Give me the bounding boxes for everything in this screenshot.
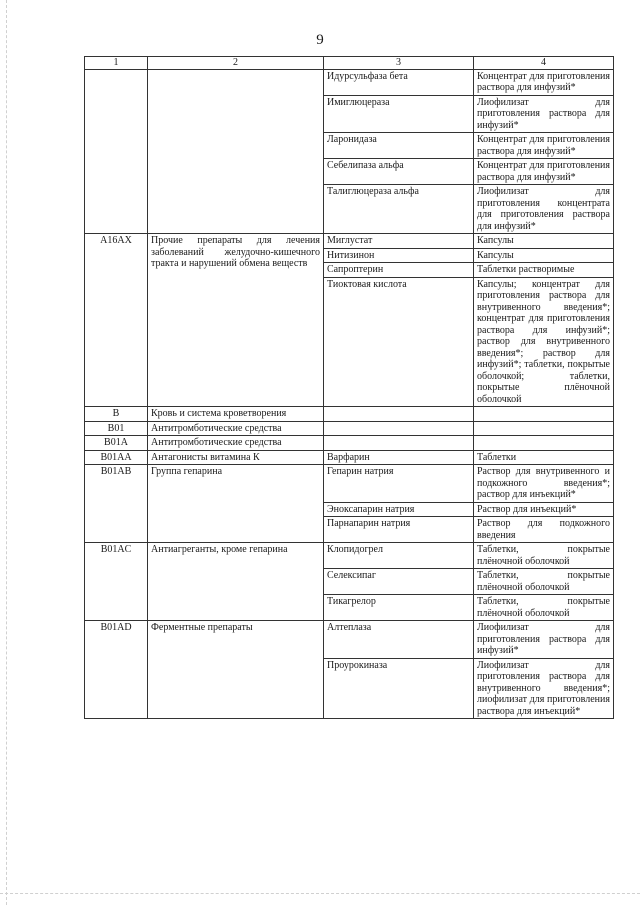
group-name-cell: Антитромботические средства xyxy=(148,436,324,451)
atc-code-cell: B01 xyxy=(85,421,148,436)
dosage-form-cell xyxy=(474,436,614,451)
group-name-cell: Прочие препараты для лечения заболеваний желудочно-кишечного тракта и нарушений обмена веществ xyxy=(148,234,324,407)
dosage-form-cell: Таблетки растворимые xyxy=(474,263,614,278)
drug-name-cell: Талиглюцераза альфа xyxy=(324,185,474,234)
drug-name-cell: Сапроптерин xyxy=(324,263,474,278)
drug-name-cell: Идурсульфаза бета xyxy=(324,69,474,95)
drug-name-cell: Селексипаг xyxy=(324,569,474,595)
drug-name-cell xyxy=(324,436,474,451)
drug-name-cell: Нитизинон xyxy=(324,248,474,263)
drug-name-cell xyxy=(324,407,474,422)
drug-name-cell: Варфарин xyxy=(324,450,474,465)
dosage-form-cell: Концентрат для приготовления раствора для инфузий* xyxy=(474,133,614,159)
dosage-form-cell xyxy=(474,421,614,436)
drug-name-cell: Проурокиназа xyxy=(324,658,474,719)
scan-left-edge xyxy=(6,0,8,905)
dosage-form-cell: Таблетки, покрытые плёночной оболочкой xyxy=(474,543,614,569)
dosage-form-cell: Раствор для инъекций* xyxy=(474,502,614,517)
drug-name-cell: Тикагрелор xyxy=(324,595,474,621)
atc-code-cell: B01AB xyxy=(85,465,148,543)
atc-code-cell xyxy=(85,69,148,234)
table-row xyxy=(85,436,614,451)
dosage-form-cell: Таблетки xyxy=(474,450,614,465)
table-row xyxy=(85,421,614,436)
group-name-cell xyxy=(148,69,324,234)
drug-name-cell: Миглустат xyxy=(324,234,474,249)
table-row xyxy=(85,465,614,503)
header-cell-4: 4 xyxy=(474,57,614,70)
page-number: 9 xyxy=(316,32,324,48)
group-name-cell: Группа гепарина xyxy=(148,465,324,543)
atc-code-cell: B xyxy=(85,407,148,422)
dosage-form-cell: Таблетки, покрытые плёночной оболочкой xyxy=(474,595,614,621)
dosage-form-cell: Концентрат для приготовления раствора для инфузий* xyxy=(474,69,614,95)
scan-bottom-edge xyxy=(0,893,640,895)
drug-name-cell: Имиглюцераза xyxy=(324,95,474,133)
atc-code-cell: B01A xyxy=(85,436,148,451)
dosage-form-cell: Капсулы; концентрат для приготовления раствора для внутривенного введения*; концентрат для приготовления раствора для инфузий*; раствор для внутривенного введения*; раствор для инфузий*; таблетки, покрытые оболочкой; таблетки, покрытые плёночной оболочкой xyxy=(474,277,614,407)
drug-name-cell: Себелипаза альфа xyxy=(324,159,474,185)
atc-code-cell: A16AX xyxy=(85,234,148,407)
drug-name-cell: Гепарин натрия xyxy=(324,465,474,503)
group-name-cell: Антагонисты витамина К xyxy=(148,450,324,465)
table-row xyxy=(85,543,614,569)
dosage-form-cell: Лиофилизат для приготовления раствора для инфузий* xyxy=(474,95,614,133)
group-name-cell: Кровь и система кроветворения xyxy=(148,407,324,422)
dosage-form-cell: Капсулы xyxy=(474,248,614,263)
dosage-form-cell: Лиофилизат для приготовления раствора для внутривенного введения*; лиофилизат для приготовления раствора для инъекций* xyxy=(474,658,614,719)
drug-name-cell xyxy=(324,421,474,436)
table-row xyxy=(85,450,614,465)
drug-name-cell: Алтеплаза xyxy=(324,621,474,659)
drug-name-cell: Парнапарин натрия xyxy=(324,517,474,543)
dosage-form-cell xyxy=(474,407,614,422)
dosage-form-cell: Концентрат для приготовления раствора для инфузий* xyxy=(474,159,614,185)
dosage-form-cell: Таблетки, покрытые плёночной оболочкой xyxy=(474,569,614,595)
group-name-cell: Антиагреганты, кроме гепарина xyxy=(148,543,324,621)
dosage-form-cell: Лиофилизат для приготовления раствора для инфузий* xyxy=(474,621,614,659)
dosage-form-cell: Лиофилизат для приготовления концентрата для приготовления раствора для инфузий* xyxy=(474,185,614,234)
drug-name-cell: Клопидогрел xyxy=(324,543,474,569)
atc-code-cell: B01AD xyxy=(85,621,148,719)
group-name-cell: Ферментные препараты xyxy=(148,621,324,719)
dosage-form-cell: Капсулы xyxy=(474,234,614,249)
table-header-row xyxy=(85,57,614,70)
header-cell-1: 1 xyxy=(85,57,148,70)
table-row xyxy=(85,69,614,95)
drug-name-cell: Эноксапарин натрия xyxy=(324,502,474,517)
dosage-form-cell: Раствор для подкожного введения xyxy=(474,517,614,543)
table-row xyxy=(85,234,614,249)
atc-code-cell: B01AC xyxy=(85,543,148,621)
header-cell-2: 2 xyxy=(148,57,324,70)
drug-name-cell: Ларонидаза xyxy=(324,133,474,159)
header-cell-3: 3 xyxy=(324,57,474,70)
group-name-cell: Антитромботические средства xyxy=(148,421,324,436)
drug-name-cell: Тиоктовая кислота xyxy=(324,277,474,407)
dosage-form-cell: Раствор для внутривенного и подкожного введения*; раствор для инъекций* xyxy=(474,465,614,503)
table-row xyxy=(85,407,614,422)
table-row xyxy=(85,621,614,659)
atc-code-cell: B01AA xyxy=(85,450,148,465)
drug-table xyxy=(84,56,614,719)
